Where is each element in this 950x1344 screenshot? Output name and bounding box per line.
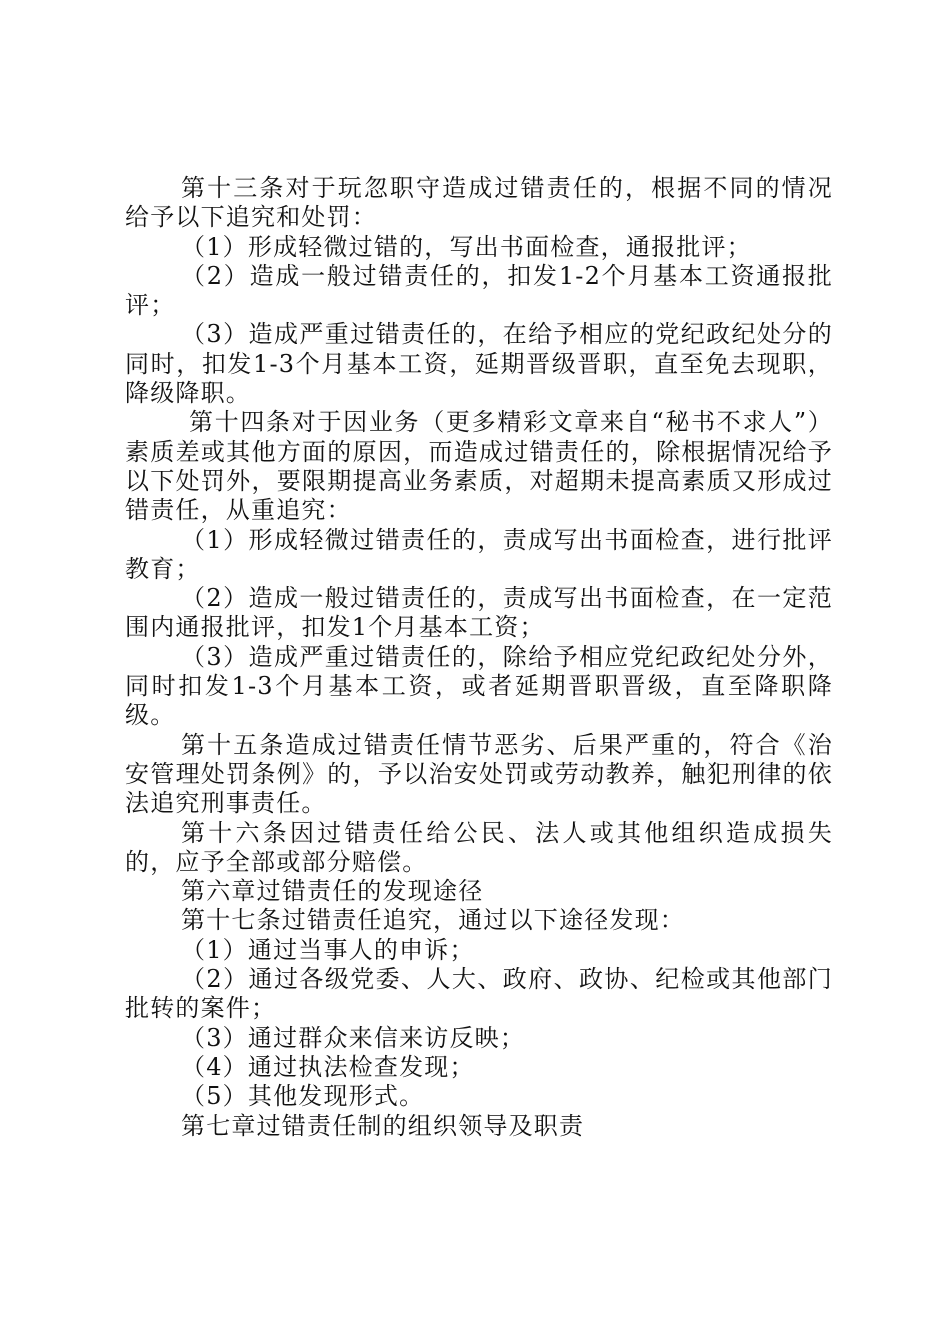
article-13-item-2: （2）造成一般过错责任的，扣发1-2个月基本工资通报批评； bbox=[125, 261, 833, 320]
article-14-item-1: （1）形成轻微过错责任的，责成写出书面检查，进行批评教育； bbox=[125, 525, 833, 583]
chapter-7-heading: 第七章过错责任制的组织领导及职责 bbox=[181, 1111, 585, 1140]
article-15-paragraph: 第十五条造成过错责任情节恶劣、后果严重的，符合《治安管理处罚条例》的，予以治安处罚或劳动教养，触犯刑律的依法追究刑事责任。 bbox=[125, 730, 833, 818]
article-17-item-3: （3）通过群众来信来访反映； bbox=[181, 1023, 526, 1052]
article-17-item-2: （2）通过各级党委、人大、政府、政协、纪检或其他部门批转的案件； bbox=[125, 965, 833, 1023]
chapter-6-heading: 第六章过错责任的发现途径 bbox=[181, 877, 484, 906]
document-body bbox=[125, 174, 833, 1141]
article-14-item-2: （2）造成一般过错责任的，责成写出书面检查，在一定范围内通报批评，扣发1个月基本工资； bbox=[125, 584, 833, 642]
article-17-item-4: （4）通过执法检查发现； bbox=[181, 1052, 475, 1081]
article-13-item-3: （3）造成严重过错责任的，在给予相应的党纪政纪处分的同时，扣发1-3个月基本工资，延期晋级晋职，直至免去现职，降级降职。 bbox=[125, 320, 833, 408]
article-17-item-1: （1）通过当事人的申诉； bbox=[181, 935, 475, 964]
article-13-paragraph: 第十三条对于玩忽职守造成过错责任的，根据不同的情况给予以下追究和处罚： bbox=[125, 174, 833, 232]
article-17-paragraph: 第十七条过错责任追究，通过以下途径发现： bbox=[181, 906, 685, 935]
article-14-item-3: （3）造成严重过错责任的，除给予相应党纪政纪处分外，同时扣发1-3个月基本工资，或者延期晋职晋级，直至降职降级。 bbox=[125, 642, 833, 730]
article-13-item-1: （1）形成轻微过错的，写出书面检查，通报批评； bbox=[181, 232, 752, 261]
article-17-item-5: （5）其他发现形式。 bbox=[181, 1082, 425, 1111]
article-16-paragraph: 第十六条因过错责任给公民、法人或其他组织造成损失的，应予全部或部分赔偿。 bbox=[125, 818, 833, 876]
article-14-paragraph: 第十四条对于因业务（更多精彩文章来自“秘书不求人”）素质差或其他方面的原因，而造成过错责任的，除根据情况给予以下处罚外，要限期提高业务素质，对超期未提高素质又形成过错责任，从重追究： bbox=[125, 408, 833, 525]
